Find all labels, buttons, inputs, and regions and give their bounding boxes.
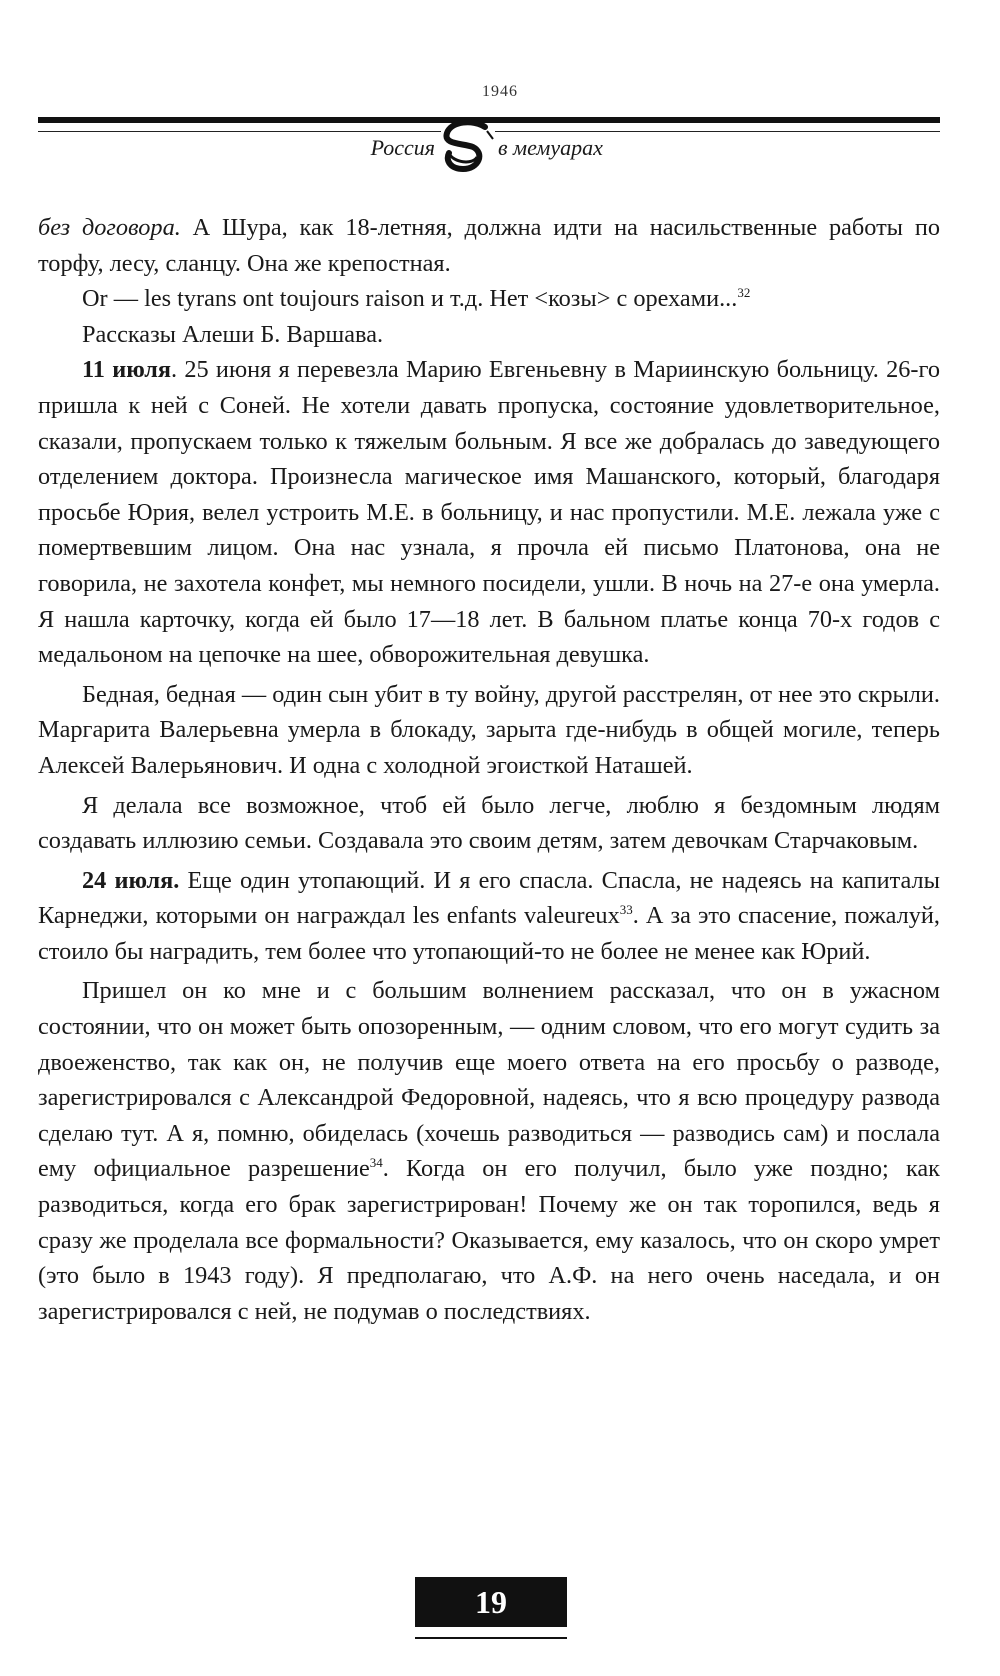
running-header-year: 1946 [482, 83, 518, 100]
paragraph [38, 317, 940, 353]
footnote-ref: 34 [369, 1155, 383, 1171]
paragraph [38, 352, 940, 672]
series-title [0, 133, 1000, 183]
footnote-ref: 32 [737, 285, 751, 301]
series-logo-icon [433, 113, 501, 183]
paragraph-text: . А за это спасение, пожалуй, стоило бы наградить, тем более что утопающий-то не более не менее как Юрий. [38, 902, 940, 965]
paragraph [38, 210, 940, 281]
paragraph-text: Бедная, бедная — один сын убит в ту войну, другой расстрелян, от нее это скрыли. Маргарита Валерьевна умерла в блокаду, зарыта где-нибудь в общей могиле, теперь Алексей Валерьянович. И одна с холодной эгоисткой Наташей. [38, 680, 940, 779]
paragraph-text: . 25 июня я перевезла Марию Евгеньевну в Мариинскую больницу. 26-го пришла к ней с Соней. Не хотели давать пропуска, состояние удовлетворительное, сказали, пропускаем только к тяжелым больным. Я все же добралась до заведующего отделением доктора. Произнесла магическое имя Машанского, который, благодаря просьбе Юрия, велел устроить М.Е. в больницу, и нас пропустили. М.Е. лежала уже с помертвевшим лицом. Она нас узнала, я прочла ей письмо Платонова, она не говорила, не захотела конфет, мы немного посидели, ушли. В ночь на 27-е она умерла. Я нашла карточку, когда ей было 17—18 лет. В бальном платье конца 70-х годов с медальоном на цепочке на шее, обворожительная девушка. [38, 356, 940, 669]
page-number-rule [415, 1637, 567, 1639]
paragraph-text: Я делала все возможное, чтоб ей было легче, люблю я бездомным людям создавать иллюзию семьи. Создавала это своим детям, затем девочкам Старчаковым. [38, 791, 940, 855]
paragraph-text: Пришел он ко мне и с большим волнением рассказал, что он в ужасном состоянии, что он может быть опозоренным, — одним словом, что его могут судить за двоеженство, так как он, не получив еще моего ответа на его просьбу о разводе, зарегистрировался с Александрой Федоровной, надеясь, что я всю процедуру развода сделаю тут. А я, помню, обиделась (хочешь разводиться — разводись сам) и послала ему официальное разрешение [38, 977, 940, 1183]
entry-date: 11 июля [82, 356, 171, 384]
italic-lead: без договора. [38, 214, 181, 241]
paragraph [38, 863, 940, 970]
body-text [38, 210, 940, 1329]
series-title-left: Россия [370, 135, 435, 160]
paragraph-text: А Шура, как 18-летняя, должна идти на насильственные работы по торфу, лесу, сланцу. Она же крепостная. [38, 214, 940, 277]
paragraph-text: Рассказы Алеши Б. Варшава. [82, 320, 384, 348]
paragraph [38, 973, 940, 1329]
entry-date: 24 июля. [82, 866, 180, 894]
paragraph-text: Or — les tyrans ont toujours raison и т.д. Нет <козы> с орехами... [82, 285, 738, 313]
paragraph [38, 677, 940, 784]
series-title-right: в мемуарах [498, 135, 603, 160]
paragraph-text: . Когда он его получил, было уже поздно; как разводиться, когда его брак зарегистрирован! Почему же он так торопился, ведь я сразу же проделала все формальности? Оказывается, ему казалось, что он скоро умрет (это было в 1943 году). Я предполагаю, что А.Ф. на него очень наседала, и он зарегистрировался с ней, не подумав о последствиях. [38, 1155, 940, 1325]
paragraph-text: Еще один утопающий. И я его спасла. Спасла, не надеясь на капиталы Карнеджи, которыми он награждал les enfants valeureux [38, 866, 941, 930]
footnote-ref: 33 [619, 902, 633, 918]
paragraph [38, 281, 940, 317]
page-number: 19 [415, 1577, 567, 1627]
paragraph [38, 788, 940, 859]
